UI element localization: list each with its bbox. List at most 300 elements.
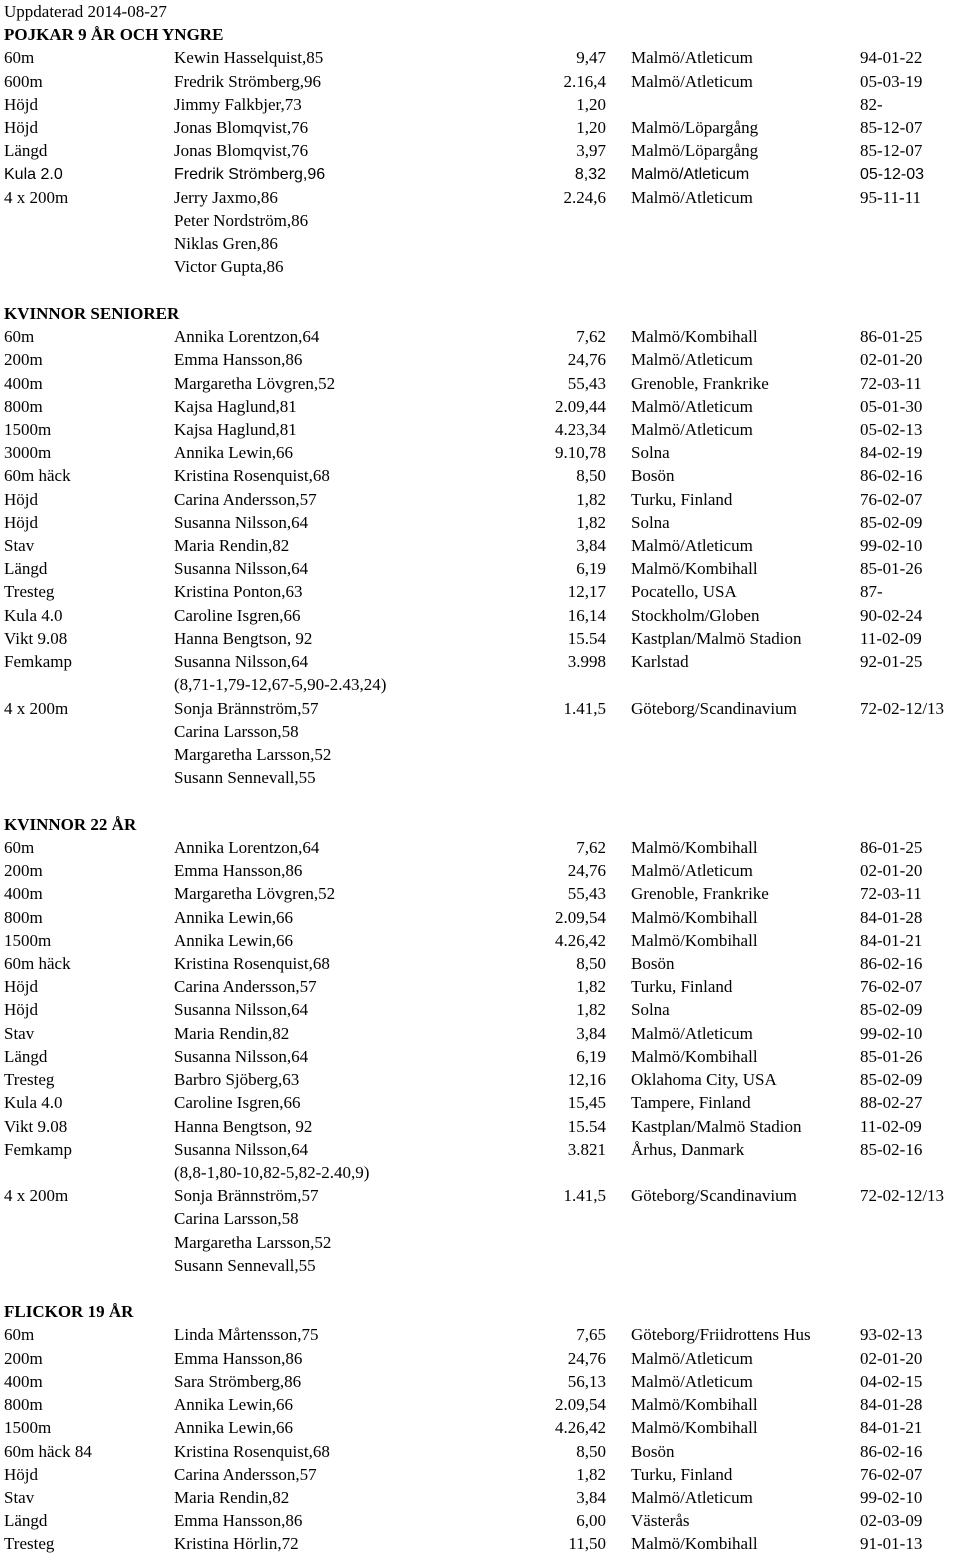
record-event: Vikt 9.08 bbox=[4, 628, 68, 648]
record-result: 1,82 bbox=[576, 512, 606, 532]
record-date: 99-02-10 bbox=[860, 1488, 923, 1507]
record-row bbox=[4, 534, 960, 557]
record-athlete: Peter Nordström,86 bbox=[174, 210, 309, 230]
record-result: 2.09,54 bbox=[555, 907, 606, 927]
record-row bbox=[4, 511, 960, 534]
record-event: 60m bbox=[4, 48, 35, 68]
record-row bbox=[4, 766, 960, 789]
record-result: 24,76 bbox=[567, 1348, 606, 1368]
record-date: 91-01-13 bbox=[860, 1534, 923, 1554]
section-title: FLICKOR 19 ÅR bbox=[4, 1302, 134, 1322]
record-venue: Stockholm/Globen bbox=[631, 605, 760, 625]
record-athlete: Susanna Nilsson,64 bbox=[174, 1046, 309, 1066]
record-event: 4 x 200m bbox=[4, 187, 69, 207]
record-row bbox=[4, 952, 960, 975]
record-venue: Malmö/Löpargång bbox=[631, 141, 759, 161]
record-venue: Malmö/Kombihall bbox=[631, 1046, 758, 1066]
record-venue: Malmö/Kombihall bbox=[631, 907, 758, 927]
record-row bbox=[4, 604, 960, 627]
record-event: 1500m bbox=[4, 419, 52, 439]
record-event: 60m häck 84 bbox=[4, 1441, 92, 1461]
record-row bbox=[4, 1091, 960, 1114]
section-title: POJKAR 9 ÅR OCH YNGRE bbox=[4, 25, 224, 45]
record-athlete: Kristina Rosenquist,68 bbox=[174, 1441, 330, 1461]
record-athlete: Susanna Nilsson,64 bbox=[174, 512, 309, 532]
record-date: 72-02-12/13 bbox=[860, 1186, 945, 1206]
record-result: 2.09,44 bbox=[555, 396, 606, 416]
record-event: 60m häck bbox=[4, 466, 71, 486]
record-row bbox=[4, 836, 960, 859]
record-row bbox=[4, 998, 960, 1021]
record-event: Höjd bbox=[4, 512, 38, 532]
record-event: 200m bbox=[4, 350, 43, 370]
record-result: 9.10,78 bbox=[555, 443, 606, 463]
record-row bbox=[4, 464, 960, 487]
record-row bbox=[4, 1323, 960, 1346]
record-athlete: Barbro Sjöberg,63 bbox=[174, 1070, 300, 1090]
record-row bbox=[4, 1370, 960, 1393]
record-date: 11-02-09 bbox=[860, 1116, 922, 1136]
record-row bbox=[4, 139, 960, 162]
record-result: 15,45 bbox=[567, 1093, 606, 1113]
record-event: Höjd bbox=[4, 1464, 38, 1484]
record-result: 7,62 bbox=[576, 327, 606, 347]
record-row bbox=[4, 1440, 960, 1463]
record-date: 93-02-13 bbox=[860, 1325, 923, 1345]
record-result: 1.41,5 bbox=[563, 698, 606, 718]
record-row bbox=[4, 348, 960, 371]
record-result: 1,82 bbox=[576, 1464, 606, 1484]
record-row bbox=[4, 580, 960, 603]
record-event: 60m bbox=[4, 327, 35, 347]
record-result: 1,20 bbox=[576, 94, 606, 114]
record-result: 1.41,5 bbox=[563, 1186, 606, 1206]
record-row bbox=[4, 882, 960, 905]
record-date: 05-02-13 bbox=[860, 419, 923, 439]
record-date: 84-02-19 bbox=[860, 443, 923, 463]
record-row bbox=[4, 1393, 960, 1416]
record-date: 95-11-11 bbox=[860, 187, 922, 207]
record-date: 76-02-07 bbox=[860, 1464, 923, 1484]
record-row bbox=[4, 743, 960, 766]
record-athlete: Margaretha Larsson,52 bbox=[174, 745, 332, 764]
record-venue: Malmö/Atleticum bbox=[631, 1023, 753, 1043]
record-row bbox=[4, 1184, 960, 1207]
record-event: 200m bbox=[4, 861, 43, 881]
record-date: 05-01-30 bbox=[860, 396, 923, 416]
record-row bbox=[4, 209, 960, 232]
record-row bbox=[4, 1231, 960, 1254]
record-venue: Malmö/Kombihall bbox=[631, 837, 758, 857]
record-event: Vikt 9.08 bbox=[4, 1116, 68, 1136]
record-result: 1,20 bbox=[576, 118, 606, 138]
record-event: Stav bbox=[4, 1488, 35, 1507]
record-row bbox=[4, 441, 960, 464]
record-athlete: Hanna Bengtson, 92 bbox=[174, 1116, 313, 1136]
record-venue: Malmö/Kombihall bbox=[631, 327, 758, 347]
record-event: 400m bbox=[4, 1371, 43, 1391]
record-athlete: Maria Rendin,82 bbox=[174, 1023, 290, 1043]
record-venue: Malmö/Atleticum bbox=[631, 1488, 753, 1507]
record-row bbox=[4, 232, 960, 255]
record-athlete: Susanna Nilsson,64 bbox=[174, 652, 309, 672]
record-date: 94-01-22 bbox=[860, 48, 923, 68]
record-date: 86-02-16 bbox=[860, 1441, 923, 1461]
record-result: 8,50 bbox=[576, 953, 606, 973]
record-athlete: Emma Hansson,86 bbox=[174, 861, 303, 881]
record-event: 60m häck bbox=[4, 953, 71, 973]
record-row bbox=[4, 697, 960, 720]
record-row bbox=[4, 929, 960, 952]
section-title: KVINNOR SENIORER bbox=[4, 303, 180, 323]
record-athlete: Emma Hansson,86 bbox=[174, 1348, 303, 1368]
record-result: 24,76 bbox=[567, 861, 606, 881]
record-athlete: Kristina Ponton,63 bbox=[174, 582, 303, 602]
record-date: 02-01-20 bbox=[860, 350, 923, 370]
record-athlete: Kristina Hörlin,72 bbox=[174, 1534, 299, 1554]
record-athlete: Carina Larsson,58 bbox=[174, 1209, 299, 1229]
record-row bbox=[4, 1463, 960, 1486]
record-athlete: Emma Hansson,86 bbox=[174, 1511, 303, 1531]
records-document bbox=[4, 0, 960, 1556]
record-row bbox=[4, 1022, 960, 1045]
record-row bbox=[4, 372, 960, 395]
record-venue: Turku, Finland bbox=[631, 1464, 733, 1484]
record-event: 1500m bbox=[4, 930, 52, 950]
record-athlete: Annika Lewin,66 bbox=[174, 930, 293, 950]
record-row bbox=[4, 395, 960, 418]
record-event: Stav bbox=[4, 1023, 35, 1043]
record-athlete: Sara Strömberg,86 bbox=[174, 1371, 302, 1391]
record-venue: Malmö/Atleticum bbox=[631, 350, 753, 370]
record-result: 12,17 bbox=[567, 582, 606, 602]
record-row bbox=[4, 627, 960, 650]
record-athlete: Margaretha Lövgren,52 bbox=[174, 884, 336, 904]
record-athlete: Fredrik Strömberg,96 bbox=[174, 71, 322, 91]
record-venue: Grenoble, Frankrike bbox=[631, 884, 769, 904]
record-athlete: Sonja Brännström,57 bbox=[174, 1186, 319, 1206]
record-athlete: Sonja Brännström,57 bbox=[174, 698, 319, 718]
record-row bbox=[4, 1045, 960, 1068]
record-athlete: Kajsa Haglund,81 bbox=[174, 396, 297, 416]
record-row bbox=[4, 1416, 960, 1439]
record-venue: Göteborg/Scandinavium bbox=[631, 1186, 797, 1206]
record-venue: Västerås bbox=[631, 1511, 690, 1531]
record-date: 99-02-10 bbox=[860, 536, 923, 556]
record-date: 84-01-28 bbox=[860, 1395, 923, 1415]
record-athlete: Maria Rendin,82 bbox=[174, 536, 290, 556]
record-athlete: Emma Hansson,86 bbox=[174, 350, 303, 370]
record-date: 85-02-09 bbox=[860, 512, 923, 532]
record-athlete: (8,71-1,79-12,67-5,90-2.43,24) bbox=[174, 675, 387, 695]
record-date: 02-03-09 bbox=[860, 1511, 923, 1531]
record-result: 4.23,34 bbox=[555, 419, 606, 439]
record-event: 800m bbox=[4, 396, 43, 416]
record-result: 2.16,4 bbox=[563, 71, 606, 91]
record-athlete: Jimmy Falkbjer,73 bbox=[174, 94, 302, 114]
record-event: 60m bbox=[4, 837, 35, 857]
record-venue: Malmö/Atleticum bbox=[631, 1348, 753, 1368]
record-row bbox=[4, 859, 960, 882]
record-row bbox=[4, 163, 960, 186]
record-result: 6,19 bbox=[576, 559, 606, 579]
record-event: 800m bbox=[4, 907, 43, 927]
record-row bbox=[4, 1254, 960, 1277]
record-row bbox=[4, 46, 960, 69]
record-venue: Oklahoma City, USA bbox=[631, 1070, 777, 1090]
record-date: 87- bbox=[860, 582, 883, 602]
record-result: 8,50 bbox=[576, 466, 606, 486]
record-result: 4.26,42 bbox=[555, 930, 606, 950]
record-date: 90-02-24 bbox=[860, 605, 923, 625]
record-event: Höjd bbox=[4, 489, 38, 509]
record-event: 60m bbox=[4, 1325, 35, 1345]
record-athlete: Jonas Blomqvist,76 bbox=[174, 141, 309, 161]
record-athlete: Kristina Rosenquist,68 bbox=[174, 953, 330, 973]
record-athlete: Susanna Nilsson,64 bbox=[174, 1000, 309, 1020]
record-result: 3,97 bbox=[576, 141, 606, 161]
record-row bbox=[4, 325, 960, 348]
record-event: 3000m bbox=[4, 443, 52, 463]
record-event: Längd bbox=[4, 1046, 48, 1066]
record-venue: Malmö/Löpargång bbox=[631, 118, 759, 138]
record-date: 76-02-07 bbox=[860, 489, 923, 509]
record-athlete: Margaretha Larsson,52 bbox=[174, 1232, 332, 1252]
record-result: 1,82 bbox=[576, 1000, 606, 1020]
record-event: Stav bbox=[4, 536, 35, 556]
record-event: Femkamp bbox=[4, 652, 72, 672]
record-row bbox=[4, 906, 960, 929]
record-result: 8,50 bbox=[576, 1441, 606, 1461]
record-result: 6,19 bbox=[576, 1046, 606, 1066]
record-row bbox=[4, 650, 960, 673]
record-date: 76-02-07 bbox=[860, 977, 923, 997]
record-row bbox=[4, 70, 960, 93]
record-venue: Bosön bbox=[631, 466, 675, 486]
record-venue: Malmö/Atleticum bbox=[631, 48, 753, 68]
record-row bbox=[4, 488, 960, 511]
record-result: 4.26,42 bbox=[555, 1418, 606, 1438]
record-venue: Solna bbox=[631, 443, 670, 463]
record-result: 3.998 bbox=[567, 652, 606, 672]
record-result: 8,32 bbox=[574, 165, 606, 183]
record-venue: Grenoble, Frankrike bbox=[631, 373, 769, 393]
record-venue: Malmö/Atleticum bbox=[631, 419, 753, 439]
record-athlete: Jerry Jaxmo,86 bbox=[174, 187, 278, 207]
record-venue: Göteborg/Friidrottens Hus bbox=[631, 1325, 811, 1345]
record-result: 3.821 bbox=[567, 1139, 606, 1159]
record-athlete: Annika Lorentzon,64 bbox=[174, 837, 320, 857]
record-date: 85-02-16 bbox=[860, 1139, 923, 1159]
record-athlete: Carina Andersson,57 bbox=[174, 489, 317, 509]
record-event: 4 x 200m bbox=[4, 1186, 69, 1206]
record-date: 85-12-07 bbox=[860, 118, 923, 138]
record-athlete: Carina Larsson,58 bbox=[174, 721, 299, 741]
record-venue: Turku, Finland bbox=[631, 977, 733, 997]
record-athlete: Kewin Hasselquist,85 bbox=[174, 48, 324, 68]
record-result: 7,62 bbox=[576, 837, 606, 857]
record-venue: Kastplan/Malmö Stadion bbox=[631, 628, 802, 648]
record-athlete: Carina Andersson,57 bbox=[174, 977, 317, 997]
record-row bbox=[4, 1161, 960, 1184]
record-row bbox=[4, 255, 960, 278]
record-result: 9,47 bbox=[576, 48, 606, 68]
record-date: 02-01-20 bbox=[860, 861, 923, 881]
record-date: 72-03-11 bbox=[860, 884, 922, 904]
section-spacer bbox=[4, 279, 960, 302]
record-event: 1500m bbox=[4, 1418, 52, 1438]
record-row bbox=[4, 1532, 960, 1555]
record-event: Kula 2.0 bbox=[4, 165, 63, 183]
record-athlete: Susann Sennevall,55 bbox=[174, 1255, 316, 1275]
record-venue: Malmö/Atleticum bbox=[631, 536, 753, 556]
record-athlete: Kristina Rosenquist,68 bbox=[174, 466, 330, 486]
record-event: Höjd bbox=[4, 118, 38, 138]
record-venue: Tampere, Finland bbox=[631, 1093, 751, 1113]
section-title: KVINNOR 22 ÅR bbox=[4, 814, 137, 834]
record-venue: Turku, Finland bbox=[631, 489, 733, 509]
updated-date: Uppdaterad 2014-08-27 bbox=[4, 2, 167, 21]
record-venue: Malmö/Kombihall bbox=[631, 1418, 758, 1438]
record-event: Höjd bbox=[4, 977, 38, 997]
record-event: Tresteg bbox=[4, 582, 55, 602]
record-date: 86-01-25 bbox=[860, 837, 923, 857]
record-date: 86-01-25 bbox=[860, 327, 923, 347]
record-venue: Pocatello, USA bbox=[631, 582, 737, 602]
record-result: 6,00 bbox=[576, 1511, 606, 1531]
record-athlete: Annika Lorentzon,64 bbox=[174, 327, 320, 347]
record-date: 88-02-27 bbox=[860, 1093, 923, 1113]
record-row bbox=[4, 720, 960, 743]
record-athlete: Annika Lewin,66 bbox=[174, 1395, 293, 1415]
record-athlete: Caroline Isgren,66 bbox=[174, 605, 301, 625]
record-date: 84-01-21 bbox=[860, 930, 923, 950]
record-venue: Solna bbox=[631, 512, 670, 532]
record-event: 800m bbox=[4, 1395, 43, 1415]
record-venue: Kastplan/Malmö Stadion bbox=[631, 1116, 802, 1136]
record-date: 85-02-09 bbox=[860, 1070, 923, 1090]
record-date: 04-02-15 bbox=[860, 1371, 923, 1391]
record-result: 3,84 bbox=[576, 1488, 606, 1507]
record-row bbox=[4, 1068, 960, 1091]
record-result: 15.54 bbox=[567, 628, 606, 648]
record-event: 400m bbox=[4, 884, 43, 904]
record-athlete: Annika Lewin,66 bbox=[174, 443, 293, 463]
record-athlete: Margaretha Lövgren,52 bbox=[174, 373, 336, 393]
record-athlete: Susann Sennevall,55 bbox=[174, 768, 316, 788]
record-athlete: Susanna Nilsson,64 bbox=[174, 1139, 309, 1159]
record-result: 1,82 bbox=[576, 977, 606, 997]
record-date: 92-01-25 bbox=[860, 652, 923, 672]
record-result: 2.09,54 bbox=[555, 1395, 606, 1415]
record-row bbox=[4, 1207, 960, 1230]
record-result: 7,65 bbox=[576, 1325, 606, 1345]
record-athlete: Annika Lewin,66 bbox=[174, 1418, 293, 1438]
record-date: 02-01-20 bbox=[860, 1348, 923, 1368]
record-result: 55,43 bbox=[567, 373, 606, 393]
record-venue: Bosön bbox=[631, 1441, 675, 1461]
record-result: 56,13 bbox=[567, 1371, 606, 1391]
record-athlete: Maria Rendin,82 bbox=[174, 1488, 290, 1507]
record-athlete: Niklas Gren,86 bbox=[174, 234, 278, 254]
record-event: Tresteg bbox=[4, 1534, 55, 1554]
record-venue: Göteborg/Scandinavium bbox=[631, 698, 797, 718]
section-spacer bbox=[4, 789, 960, 812]
record-row bbox=[4, 557, 960, 580]
record-date: 86-02-16 bbox=[860, 953, 923, 973]
record-venue: Karlstad bbox=[631, 652, 689, 672]
section-spacer bbox=[4, 1277, 960, 1300]
record-date: 72-03-11 bbox=[860, 373, 922, 393]
record-result: 11,50 bbox=[568, 1534, 606, 1554]
record-date: 82- bbox=[860, 94, 883, 114]
record-event: Längd bbox=[4, 559, 48, 579]
record-venue: Malmö/Kombihall bbox=[631, 1395, 758, 1415]
record-venue: Bosön bbox=[631, 953, 675, 973]
record-event: Femkamp bbox=[4, 1139, 72, 1159]
record-row bbox=[4, 975, 960, 998]
record-athlete: Kajsa Haglund,81 bbox=[174, 419, 297, 439]
record-event: 600m bbox=[4, 71, 43, 91]
record-date: 11-02-09 bbox=[860, 628, 922, 648]
record-result: 16,14 bbox=[567, 605, 606, 625]
record-event: Kula 4.0 bbox=[4, 605, 63, 625]
record-row bbox=[4, 1509, 960, 1532]
record-event: Höjd bbox=[4, 1000, 38, 1020]
record-athlete: Fredrik Strömberg,96 bbox=[174, 165, 326, 183]
record-athlete: Carina Andersson,57 bbox=[174, 1464, 317, 1484]
record-date: 85-01-26 bbox=[860, 1046, 923, 1066]
record-date: 85-12-07 bbox=[860, 141, 923, 161]
record-result: 55,43 bbox=[567, 884, 606, 904]
record-athlete: Hanna Bengtson, 92 bbox=[174, 628, 313, 648]
record-row bbox=[4, 673, 960, 696]
record-date: 99-02-10 bbox=[860, 1023, 923, 1043]
record-row bbox=[4, 1486, 960, 1509]
record-event: Kula 4.0 bbox=[4, 1093, 63, 1113]
record-result: 3,84 bbox=[576, 536, 606, 556]
record-event: 4 x 200m bbox=[4, 698, 69, 718]
record-date: 72-02-12/13 bbox=[860, 698, 945, 718]
record-venue: Malmö/Atleticum bbox=[631, 1371, 753, 1391]
record-result: 12,16 bbox=[567, 1070, 606, 1090]
record-athlete: Jonas Blomqvist,76 bbox=[174, 118, 309, 138]
record-venue: Malmö/Atleticum bbox=[631, 165, 750, 183]
record-athlete: Susanna Nilsson,64 bbox=[174, 559, 309, 579]
record-sections bbox=[4, 23, 960, 1555]
record-result: 3,84 bbox=[576, 1023, 606, 1043]
record-date: 86-02-16 bbox=[860, 466, 923, 486]
record-event: 400m bbox=[4, 373, 43, 393]
record-row bbox=[4, 418, 960, 441]
record-event: Höjd bbox=[4, 94, 38, 114]
record-venue: Malmö/Kombihall bbox=[631, 559, 758, 579]
record-venue: Århus, Danmark bbox=[631, 1139, 745, 1159]
record-row bbox=[4, 1138, 960, 1161]
record-row bbox=[4, 1115, 960, 1138]
record-result: 1,82 bbox=[576, 489, 606, 509]
record-event: Tresteg bbox=[4, 1070, 55, 1090]
record-athlete: Caroline Isgren,66 bbox=[174, 1093, 301, 1113]
record-event: Längd bbox=[4, 1511, 48, 1531]
record-athlete: Victor Gupta,86 bbox=[174, 257, 284, 277]
record-date: 85-02-09 bbox=[860, 1000, 923, 1020]
record-date: 84-01-21 bbox=[860, 1418, 923, 1438]
record-date: 85-01-26 bbox=[860, 559, 923, 579]
record-venue: Malmö/Atleticum bbox=[631, 861, 753, 881]
record-date: 84-01-28 bbox=[860, 907, 923, 927]
record-result: 2.24,6 bbox=[563, 187, 606, 207]
